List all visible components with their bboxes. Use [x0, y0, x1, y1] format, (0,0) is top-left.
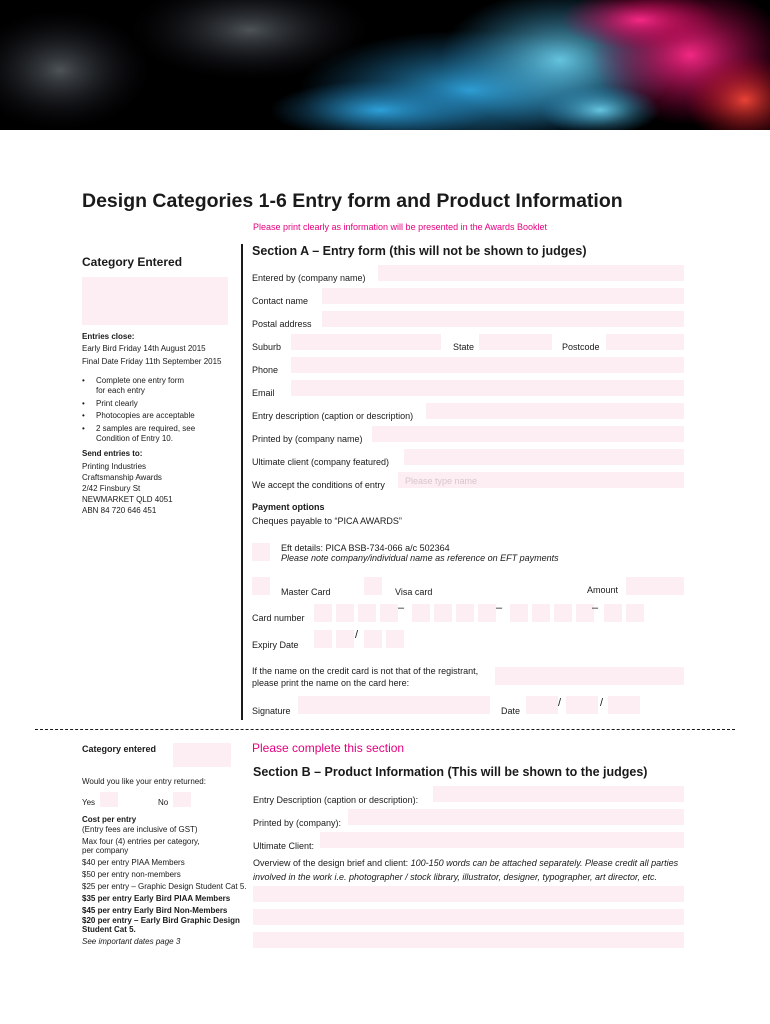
column-divider	[241, 244, 243, 720]
no-label: No	[158, 798, 169, 807]
cut-line	[35, 729, 735, 730]
entry-instructions-list	[82, 376, 195, 446]
entry-returned-question: Would you like your entry returned:	[82, 777, 206, 786]
entries-close-heading: Entries close:	[82, 332, 135, 341]
printed-by-field[interactable]	[372, 426, 684, 442]
eft-note: Please note company/individual name as reference on EFT payments	[281, 553, 559, 563]
card-digit-box[interactable]	[554, 604, 572, 622]
fee-line: $45 per entry Early Bird Non-Members	[82, 906, 228, 915]
yes-checkbox[interactable]	[100, 792, 118, 807]
ultimate-client-b-label: Ultimate Client:	[253, 841, 315, 851]
email-field[interactable]	[291, 380, 684, 396]
visa-card-checkbox[interactable]	[364, 577, 382, 595]
list-item: • Complete one entry form for each entry	[82, 376, 195, 396]
date-day-field[interactable]	[526, 696, 558, 714]
card-digit-box[interactable]	[456, 604, 474, 622]
contact-name-field[interactable]	[322, 288, 684, 304]
postcode-field[interactable]	[606, 334, 684, 350]
page-title: Design Categories 1-6 Entry form and Product Information	[82, 190, 623, 212]
list-item: • Print clearly	[82, 399, 195, 409]
address-line: Printing Industries	[82, 462, 147, 471]
state-field[interactable]	[479, 334, 552, 350]
signature-label: Signature	[252, 706, 291, 716]
accept-name-placeholder: Please type name	[405, 476, 478, 486]
phone-label: Phone	[252, 365, 279, 375]
header-banner-artwork	[0, 0, 770, 130]
fee-line: Student Cat 5.	[82, 925, 136, 934]
amount-label: Amount	[587, 585, 619, 595]
fee-line: $20 per entry – Early Bird Graphic Design	[82, 916, 240, 925]
printed-by-label: Printed by (company name)	[252, 434, 363, 444]
gst-note: (Entry fees are inclusive of GST)	[82, 825, 198, 834]
printed-by-b-label: Printed by (company):	[253, 818, 342, 828]
amount-field[interactable]	[626, 577, 684, 595]
expiry-year-box[interactable]	[386, 630, 404, 648]
address-line: Craftsmanship Awards	[82, 473, 162, 482]
postcode-label: Postcode	[562, 342, 600, 352]
address-line: NEWMARKET QLD 4051	[82, 495, 173, 504]
postal-address-label: Postal address	[252, 319, 312, 329]
card-digit-box[interactable]	[510, 604, 528, 622]
fee-line: $40 per entry PIAA Members	[82, 858, 185, 867]
master-card-label: Master Card	[281, 587, 331, 597]
visa-card-label: Visa card	[395, 587, 433, 597]
date-slash: /	[355, 629, 359, 641]
entry-description-label: Entry description (caption or description)	[252, 411, 414, 421]
ultimate-client-field[interactable]	[404, 449, 684, 465]
early-bird-date: Early Bird Friday 14th August 2015	[82, 344, 206, 353]
send-entries-heading: Send entries to:	[82, 449, 143, 458]
overview-line-field[interactable]	[253, 886, 684, 902]
section-a-heading: Section A – Entry form (this will not be shown to judges)	[252, 244, 587, 258]
printed-by-b-field[interactable]	[348, 809, 684, 825]
address-line: 2/42 Finsbury St	[82, 484, 141, 493]
yes-label: Yes	[82, 798, 96, 807]
category-entered-heading: Category Entered	[82, 255, 183, 269]
phone-field[interactable]	[291, 357, 684, 373]
section-b-heading: Section B – Product Information (This will be shown to the judges)	[253, 765, 648, 779]
entered-by-field[interactable]	[378, 265, 684, 281]
entry-description-b-label: Entry Description (caption or description):	[253, 795, 419, 805]
category-entered-label: Category entered	[82, 744, 157, 754]
email-label: Email	[252, 388, 275, 398]
cost-heading: Cost per entry	[82, 815, 137, 824]
accept-name-field[interactable]	[398, 472, 684, 488]
date-slash: /	[600, 697, 604, 709]
ultimate-client-label: Ultimate client (company featured)	[252, 457, 390, 467]
ultimate-client-b-field[interactable]	[320, 832, 684, 848]
overview-line-field[interactable]	[253, 909, 684, 925]
date-month-field[interactable]	[566, 696, 598, 714]
see-dates-note: See important dates page 3	[82, 937, 181, 946]
card-name-text-line1: If the name on the credit card is not that of the registrant,	[252, 666, 479, 676]
fee-line: $35 per entry Early Bird PIAA Members	[82, 894, 231, 903]
date-slash: /	[558, 697, 562, 709]
contact-name-label: Contact name	[252, 296, 309, 306]
max-entries-line1: Max four (4) entries per category,	[82, 837, 200, 846]
card-dash: –	[592, 602, 599, 614]
expiry-date-label: Expiry Date	[252, 640, 299, 650]
card-digit-box[interactable]	[380, 604, 398, 622]
category-entered-b-field[interactable]	[173, 743, 231, 767]
card-digit-box[interactable]	[412, 604, 430, 622]
card-dash: –	[398, 602, 405, 614]
entry-description-field[interactable]	[426, 403, 684, 419]
card-dash: –	[496, 602, 503, 614]
eft-checkbox[interactable]	[252, 543, 270, 561]
signature-field[interactable]	[298, 696, 490, 714]
card-digit-box[interactable]	[626, 604, 644, 622]
date-year-field[interactable]	[608, 696, 640, 714]
suburb-field[interactable]	[291, 334, 441, 350]
list-item: • 2 samples are required, see Condition of Entry 10.	[82, 424, 195, 444]
overview-line-field[interactable]	[253, 932, 684, 948]
date-label: Date	[501, 706, 521, 716]
page-subtitle: Please print clearly as information will be presented in the Awards Booklet	[253, 222, 547, 232]
expiry-month-box[interactable]	[314, 630, 332, 648]
card-name-field[interactable]	[495, 667, 684, 685]
category-entered-field[interactable]	[82, 277, 228, 325]
entered-by-label: Entered by (company name)	[252, 273, 366, 283]
no-checkbox[interactable]	[173, 792, 191, 807]
address-line: ABN 84 720 646 451	[82, 506, 157, 515]
card-digit-box[interactable]	[314, 604, 332, 622]
powder-splash-graphic	[0, 0, 770, 130]
card-number-label: Card number	[252, 613, 305, 623]
card-digit-box[interactable]	[434, 604, 452, 622]
expiry-year-box[interactable]	[364, 630, 382, 648]
card-digit-box[interactable]	[604, 604, 622, 622]
card-digit-box[interactable]	[336, 604, 354, 622]
card-digit-box[interactable]	[532, 604, 550, 622]
card-digit-box[interactable]	[478, 604, 496, 622]
card-name-text-line2: please print the name on the card here:	[252, 678, 410, 688]
eft-details: Eft details: PICA BSB-734-066 a/c 502364	[281, 543, 450, 553]
overview-text-line1: Overview of the design brief and client: 100-150 words can be attached separately. Please credit all parties	[253, 858, 679, 868]
card-digit-box[interactable]	[358, 604, 376, 622]
max-entries-line2: per company	[82, 846, 129, 855]
state-label: State	[453, 342, 475, 352]
master-card-checkbox[interactable]	[252, 577, 270, 595]
cheques-payable-text: Cheques payable to “PICA AWARDS”	[252, 516, 402, 526]
accept-conditions-label: We accept the conditions of entry	[252, 480, 385, 490]
expiry-month-box[interactable]	[336, 630, 354, 648]
suburb-label: Suburb	[252, 342, 282, 352]
list-item: • Photocopies are acceptable	[82, 411, 195, 421]
postal-address-field[interactable]	[322, 311, 684, 327]
complete-section-prompt: Please complete this section	[252, 741, 405, 755]
payment-options-heading: Payment options	[252, 502, 325, 512]
final-date: Final Date Friday 11th September 2015	[82, 357, 222, 366]
fee-line: $50 per entry non-members	[82, 870, 181, 879]
overview-text-line2: involved in the work i.e. photographer / stock library, illustrator, designer, typographer, art director, etc.	[253, 872, 658, 882]
entry-description-b-field[interactable]	[433, 786, 684, 802]
fee-line: $25 per entry – Graphic Design Student Cat 5.	[82, 882, 247, 891]
